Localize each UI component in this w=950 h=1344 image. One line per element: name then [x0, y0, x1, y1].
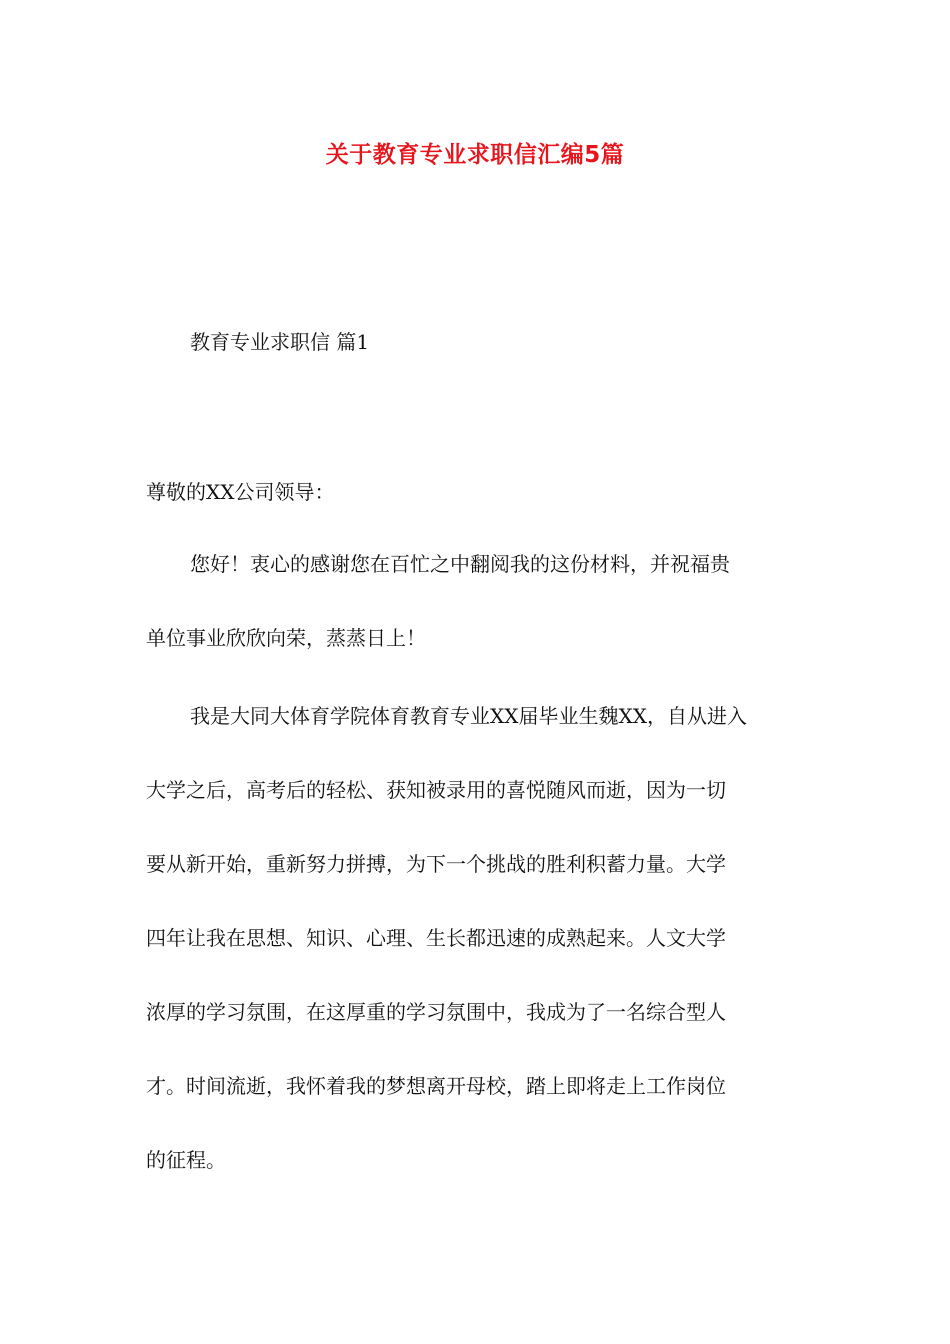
- salutation: 尊敬的XX公司领导：: [146, 480, 335, 504]
- document-title: 关于教育专业求职信汇编5篇: [325, 142, 625, 168]
- paragraph-line: 才。时间流逝，我怀着我的梦想离开母校，踏上即将走上工作岗位: [146, 1074, 726, 1098]
- paragraph-line: 浓厚的学习氛围，在这厚重的学习氛围中，我成为了一名综合型人: [146, 1000, 726, 1024]
- paragraph-line: 我是大同大体育学院体育教育专业XX届毕业生魏XX，自从进入: [190, 704, 747, 728]
- paragraph-line: 您好！衷心的感谢您在百忙之中翻阅我的这份材料，并祝福贵: [190, 552, 730, 576]
- paragraph-line: 单位事业欣欣向荣，蒸蒸日上！: [146, 626, 426, 650]
- paragraph-line: 大学之后，高考后的轻松、获知被录用的喜悦随风而逝，因为一切: [146, 778, 726, 802]
- paragraph-line: 要从新开始，重新努力拼搏，为下一个挑战的胜利积蓄力量。大学: [146, 852, 726, 876]
- paragraph-introduction: [146, 702, 806, 1220]
- paragraph-line: 四年让我在思想、知识、心理、生长都迅速的成熟起来。人文大学: [146, 926, 726, 950]
- paragraph-greeting: [146, 550, 806, 698]
- paragraph-line: 的征程。: [146, 1148, 226, 1172]
- section-heading: 教育专业求职信 篇1: [190, 330, 370, 354]
